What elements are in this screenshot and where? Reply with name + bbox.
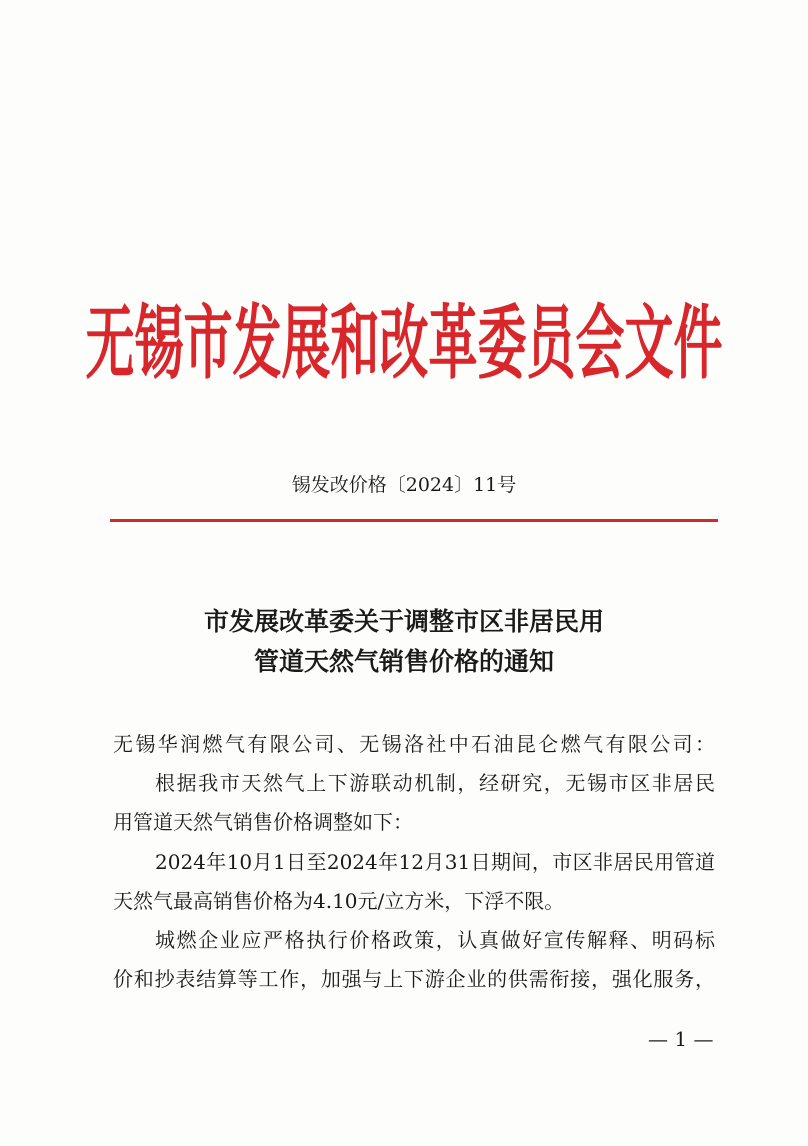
paragraph-3-line-2: 价和抄表结算等工作，加强与上下游企业的供需衔接，强化服务， <box>113 967 715 992</box>
title-line-2: 管道天然气销售价格的通知 <box>253 647 554 676</box>
paragraph-2-line-2: 天然气最高销售价格为4.10元/立方米，下浮不限。 <box>113 888 565 913</box>
paragraph-2-line-1: 2024年10月1日至2024年12月31日期间，市区非居民用管道 <box>155 849 715 874</box>
issuer-heading: 无锡市发展和改革委员会文件 <box>85 296 723 391</box>
addressee: 无锡华润燃气有限公司、无锡洛社中石油昆仑燃气有限公司： <box>113 732 715 756</box>
document-body <box>113 725 715 999</box>
document-number: 锡发改价格〔2024〕11号 <box>291 474 517 496</box>
page-number: — 1 — <box>648 1027 714 1051</box>
title-line-1: 市发展改革委关于调整市区非居民用 <box>203 607 604 636</box>
red-divider <box>110 519 718 522</box>
paragraph-1-line-1: 根据我市天然气上下游联动机制，经研究，无锡市区非居民 <box>155 771 715 796</box>
document-title <box>0 602 808 682</box>
paragraph-1-line-2: 用管道天然气销售价格调整如下： <box>113 810 413 835</box>
paragraph-3-line-1: 城燃企业应严格执行价格政策，认真做好宣传解释、明码标 <box>155 928 715 953</box>
